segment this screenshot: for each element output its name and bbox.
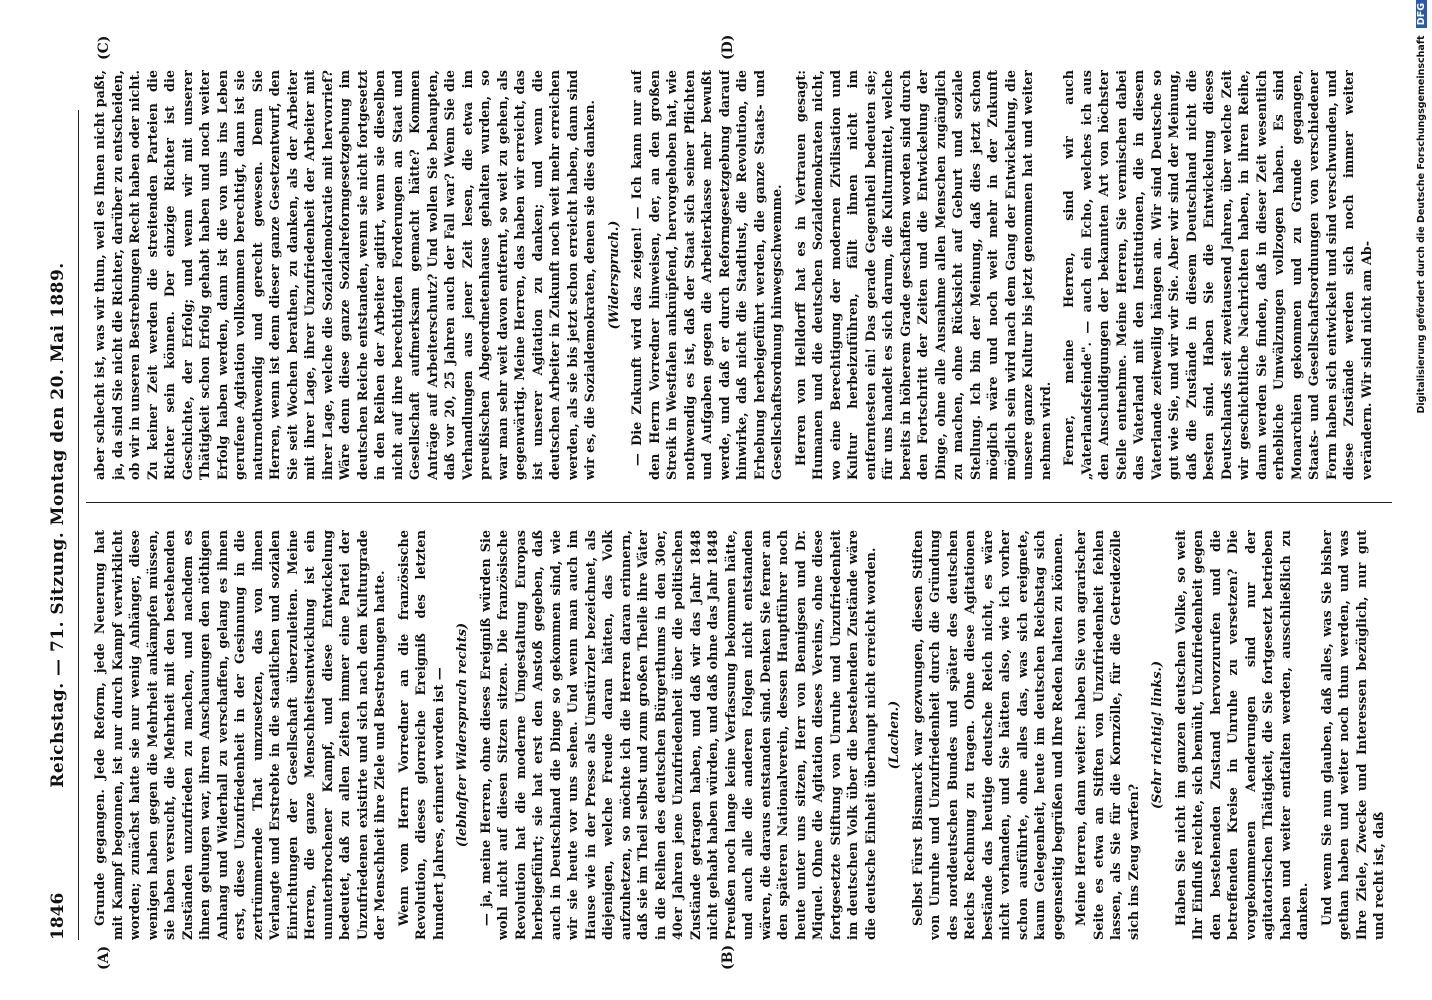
dfg-logo-margin: DFG: [1416, 0, 1427, 28]
paragraph: Meine Herren, dann weiter: haben Sie von agrarischer Seite es etwa an Stiften von Unzufriedenheit fehlen lassen, als Sie für die Kornzölle, für die Getreidezölle sich ins Zeug warfen?: [1074, 530, 1142, 940]
margin-letter-d: (D): [720, 34, 736, 60]
paragraph: Ferner, meine Herren, sind wir auch „Vaterlandsfeinde". — auch ein Echo, welches ich aus den Anschuldigungen der bekannten Art von höchster Stelle entnehme. Meine Herren, Sie vermischen dabei das Vaterland mit den Institutionen, die in diesem Vaterlande zeitweilig hängen an. Wir sind Deutsche so gut wie Sie, und wir wir Sie. Aber wir sind der Meinung, daß die Zustände in diesem Deutschland nicht die besten sind. Haben Sie die Entwickelung dieses Deutschlands seit zweitausend Jahren, über welche Zeit wir geschichtliche Nachrichten haben, in ihren Reihe, dann werden Sie finden, daß in dieser Zeit wesentlich erhebliche Umwälzungen vollzogen haben. Es sind Monarchien gekommen und zu Grunde gegangen, Staats- und Gesellschaftsordnungen von verschiedener Form haben sich entwickelt und sind verschwunden, und diese Zustände werden sich noch immer weiter verändern. Wir sind nicht am Ab-: [1062, 70, 1375, 480]
credit-strip: [1416, 0, 1430, 1000]
interjection: (Widerspruch.): [606, 220, 622, 330]
margin-letter-c: (C): [96, 35, 112, 60]
paragraph: aber schlecht ist, was wir thun, weil es Ihnen nicht paßt, ja, da sind Sie nicht die Richter, darüber zu entscheiden, ob wir in unseren Bestrebungen Recht haben oder nicht. Zu keiner Zeit werden die streitenden Parteien die Richter sein können. Der einzige Richter ist die Geschichte, der Erfolg; und wenn wir mit unserer Thätigkeit schon Erfolg gehabt haben und noch weiter Erfolg haben werden, dann ist die von uns ins Leben gerufene Agitation vollkommen berechtigt, dann ist sie naturnothwendig und gerecht gewesen. Denn Sie Herren, wenn ist denn dieser ganze Gesetzentwurf, den Sie seit Wochen berathen, zu danken, als der Arbeiter mit ihrer Lage, ihrer Unzufriedenheit der Arbeiter mit ihrer Lage, welche die Sozialdemokratie mit hervorrief? Wäre denn diese ganze Sozialreformgesetzgebung im deutschen Reiche entstanden, wenn sie nicht fortgesetzt in den Reihen der Arbeiter agitirt, wenn sie dieselben nicht auf ihre berechtigten Forderungen an Staat und Gesellschaft aufmerksam gemacht hätte? Kommen Anträge auf Arbeiterschutz? Und wollen Sie behaupten, daß vor 20, 25 Jahren auch der Fall war? Wenn Sie die Verhandlungen aus jener Zeit lesen, die etwa im preußischen Abgeordnetenhause gehalten wurden, so war man sehr weit davon entfernt, so weit zu gehen, als gegenwärtig. Meine Herren, das haben wir erreicht, das ist unserer Agitation zu danken; und wenn die deutschen Arbeiter in Zukunft noch weit mehr erreichen werden, als sie bis jetzt schon erreicht haben, dann sind wir es, die Sozialdemokraten, denen sie dies danken.: [93, 70, 598, 480]
paragraph: — ja, meine Herren, ohne dieses Ereigniß würden Sie wohl nicht auf diesen Sitzen sitzen. Die französische Revolution hat die moderne Umgestaltung Europas herbeigeführt; sie hat erst den Anstoß gegeben, daß auch in Deutschland die Dinge so gekommen sind, wie wir sie heute vor uns sehen. Und wenn man auch im Hause wie in der Presse als Umstürzler bezeichnet, als diejenigen, welche Freude daran hätten, das Volk aufzuhetzen, so möchte ich die Herren daran erinnern, daß sie im Theil selbst und zum großen Theile ihre Väter in die Reihen des deutschen Bürgerthums in den 30er, 40er Jahren jene Unzufriedenheit über die politischen Zustände getragen haben, und daß wir das Jahr 1848 nicht gehabt haben würden, und daß ohne das Jahr 1848 Preußen noch lange keine Verfassung bekommen hätte, und auch alle die anderen Folgen nicht entstanden wären, die daraus entstanden sind. Denken Sie ferner an den späteren Nationalverein, dessen Hauptführer noch heute unter uns sitzen, Herr von Bennigsen und Dr. Miquel. Ohne die Agitation dieses Vereins, ohne diese fortgesetzte Stiftung von Unruhe und Unzufriedenheit im deutschen Volk über die bestehenden Zustände wäre die deutsche Einheit überhaupt nicht erreicht worden.: [478, 530, 879, 940]
column-divider: [86, 502, 1392, 503]
interjection: (Sehr richtig! links.): [1150, 660, 1165, 810]
credit-text-margin: Digitalisierung gefördert durch die Deutsche Forschungsgemeinschaft: [1416, 35, 1427, 414]
margin-letter-b: (B): [720, 944, 736, 970]
paragraph: — Die Zukunft wird das zeigen! — Ich kann nur auf den Herrn Vorredner hinweisen, der, an den großen Streik in Westfalen anknüpfend, hervorgehoben hat, wie nothwendig es ist, daß der Staat sich seiner Pflichten und Aufgaben gegen die Arbeiterklasse mehr bewußt werde, und daß er durch Reformgesetzgebung darauf hinwirke, daß nicht die Stadtlust, die Revolution, die Erhebung herbeigeführt werden, die ganze Staats- und Gesellschaftsordnung hinwegschwemme.: [630, 70, 785, 480]
right-column: [92, 70, 1392, 480]
running-head: Reichstag. — 71. Sitzung. Montag den 20. Mai 1889.: [48, 262, 68, 788]
header-rule: [78, 110, 79, 940]
paragraph: Und wenn Sie nun glauben, daß alles, was Sie bisher gethan haben und weiter noch thun werden, und was Ihre Ziele, Zwecke und Interessen bezüglich, nur gut und recht ist, daß: [1319, 530, 1387, 940]
paragraph: Selbst Fürst Bismarck war gezwungen, diesen Stiften von Unruhe und Unzufriedenheit durch die Gründung des norddeutschen Bundes und später des deutschen Reichs Rechnung zu tragen. Ohne diese Agitationen bestände das heutige deutsche Reich nicht, es wäre nicht vorhanden, und Sie hätten also, wie ich vorher schon ausführte, ohne alles das, was sich ereignete, kaum Gelegenheit, heute im deutschen Reichstag sich gegenseitig begrüßen und Ihre Reden halten zu können.: [910, 530, 1066, 940]
margin-letter-a: (A): [96, 945, 112, 970]
paragraph: Haben Sie nicht im ganzen deutschen Volke, so weit Ihr Einfluß reichte, sich bemüht, Unzufriedenheit gegen den bestehenden Zustand hervorzurufen und die betreffenden Kreise in Unruhe zu versetzen? Die vorgekommenen Aenderungen sind nur der agitatorischen Thätigkeit, die Sie fortgesetzt betrieben haben und weiter entfalten werden, ausschließlich zu danken.: [1173, 530, 1311, 940]
interjection: (Lachen.): [887, 700, 902, 770]
interjection: (lebhafter Widerspruch rechts): [455, 622, 470, 848]
paragraph: Wenn vom Herrn Vorredner an die französische Revolution, dieses glorreiche Ereigniß des letzten hundert Jahres, erinnert worden ist —: [396, 530, 447, 940]
page-header: [48, 110, 74, 940]
paragraph: Grunde gegangen. Jede Reform, jede Neuerung hat mit Kampf begonnen, ist nur durch Kampf verwirklicht worden; zunächst hatte sie nur wenig Anhänger, diese wenigen haben gegen die Mehrheit ankämpfen müssen, sie haben versucht, die Mehrheit mit den bestehenden Zuständen unzufrieden zu machen, und nachdem es ihnen gelungen war, ihren Anschauungen den nöthigen Anhang und Widerhall zu verschaffen, gelang es ihnen erst, diese Unzufriedenheit in der Gesinnung in die zertrümmernde That umzusetzen, das von ihnen Verlangte und Erstrebte in die staatlichen und sozialen Einrichtungen der Gesellschaft überzuleiten. Meine Herren, die ganze Menschheitsentwicklung ist ein ununterbrochener Kampf, und diese Entwickelung bedeutet, daß zu allen Zeiten immer eine Partei der Unzufriedenen existirte und sich nach dem Kulturgrade der Menschheit ihre Ziele und Bestrebungen hatte.: [93, 530, 388, 940]
page-number: 1846: [48, 892, 68, 940]
paragraph: Herren von Helldorff hat es in Vertrauen gesagt: Humanen und die deutschen Sozialdemokraten nicht, wo eine Berechtigung der modernen Zivilisation und Kultur herbeizuführen, fällt ihnen nicht im entferntesten ein! Das gerade Gegentheil bedeuten sie; für uns handelt es sich darum, die Kulturmittel, welche bereits in höherem Grade geschaffen worden sind durch den Fortschritt der Zeiten und die Entwickelung der Dinge, ohne alle Ausnahme allen Menschen zugänglich zu machen, ohne Rücksicht auf Geburt und soziale Stellung. Ich bin der Meinung, daß dies jetzt schon möglich wäre und noch weit mehr in der Zukunft möglich sein wird nach dem Gang der Entwickelung, die unsere ganze Kultur bis jetzt genommen hat und weiter nehmen wird.: [793, 70, 1054, 480]
left-column: [92, 530, 1392, 940]
